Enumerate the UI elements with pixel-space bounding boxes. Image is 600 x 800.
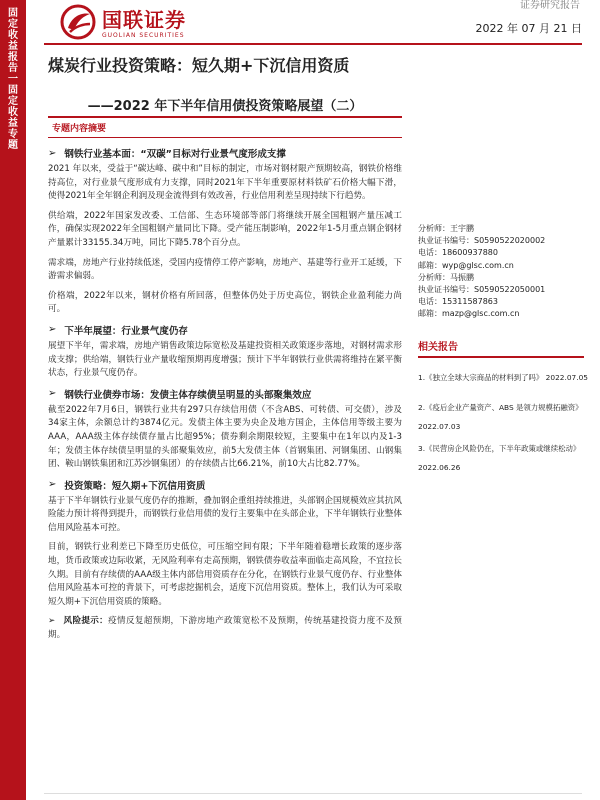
triangle-bullet-icon: ➢ (48, 616, 56, 627)
logo-mark-icon (60, 4, 96, 40)
analyst-line (418, 247, 588, 259)
section-heading (48, 323, 402, 337)
logo-text-cn: 国联证券 (102, 8, 186, 32)
related-report-date: 2022.07.05 (545, 373, 588, 382)
paragraph: 供给端，2022年国家发改委、工信部、生态环境部等部门将继续开展全国粗钢产量压减工作，确保实现2022年全国粗钢产量同比下降。受产能压制影响，2022年1-5月重点钢企钢材产量累计33155.34万吨，同比下降5.78个百分点。 (48, 210, 402, 248)
analyst-name: 王宇鹏 (450, 224, 474, 233)
report-type: 证券研究报告 (520, 0, 580, 11)
analyst-label: 分析师： (418, 272, 450, 282)
main-content (48, 116, 402, 649)
report-date: 2022 年 07 月 21 日 (475, 22, 582, 35)
triangle-bullet-icon: ➢ (48, 479, 57, 491)
section-heading-text: 投资策略：短久期+下沉信用资质 (64, 480, 206, 492)
section-heading (48, 478, 402, 492)
section-risk (48, 615, 402, 642)
page-title: 煤炭行业投资策略：短久期+下沉信用资质 (48, 56, 350, 75)
paragraph: 2021 年以来，受益于“碳达峰、碳中和”目标的制定，市场对钢材限产预期较高，钢铁价格维持高位，对行业景气度形成有力支撑，同时2021年下半年重要原材料铁矿石价格大幅下滑，使得2021年全年钢企利润及现金流得到有效改善，行业信用利差呈现持续下行趋势。 (48, 164, 402, 202)
section-bond-market (48, 387, 402, 472)
section-outlook (48, 323, 402, 381)
email-address: wyp@glsc.com.cn (442, 260, 514, 270)
sidebar-label: 固定收益报告一固定收益专题 (8, 8, 18, 151)
certificate-number: S0590522050001 (474, 285, 546, 295)
analyst-label: 执业证书编号： (418, 236, 474, 246)
triangle-bullet-icon: ➢ (48, 147, 57, 159)
email-address: mazp@glsc.com.cn (442, 309, 520, 319)
related-report-link[interactable] (418, 373, 588, 383)
section-heading-text: 钢铁行业债券市场：发债主体存续债呈明显的头部聚集效应 (64, 389, 312, 401)
phone-number: 18600937880 (442, 248, 498, 258)
phone-number: 15311587863 (442, 297, 498, 307)
triangle-bullet-icon: ➢ (48, 388, 57, 400)
analyst-label: 电话： (418, 297, 442, 307)
paragraph: 基于下半年钢铁行业景气度仍存的推断，叠加钢企重组持续推进，头部钢企国规模效应其抗风险能力预计将得到提升，而钢铁行业信用债的发行主要集中在头部企业，下半年钢铁行业整体信用风险基本可控。 (48, 495, 402, 533)
analyst-label: 执业证书编号： (418, 285, 474, 295)
analyst-line (418, 223, 588, 235)
related-report-date: 2022.06.26 (418, 463, 461, 472)
analyst-line (418, 260, 588, 272)
section-heading-text: 下半年展望：行业景气度仍存 (64, 325, 188, 337)
risk-text: 疫情反复超预期，下游房地产政策宽松不及预期，传统基建投资力度不及预期。 (48, 616, 402, 641)
analyst-line (418, 235, 588, 247)
related-report-title[interactable]: 2.《疫后企业产量资产、ABS 是领力规模拓融资》 (418, 403, 583, 412)
analyst-line (418, 296, 588, 308)
section-industry-fundamentals (48, 146, 402, 317)
analyst-line (418, 284, 588, 296)
section-heading (48, 146, 402, 160)
analyst-label: 邮箱： (418, 309, 442, 319)
analyst-name: 马振鹏 (450, 272, 474, 282)
header-divider (44, 43, 582, 45)
analyst-info (418, 223, 588, 321)
risk-paragraph (48, 615, 402, 642)
related-report-link[interactable] (418, 444, 588, 454)
analyst-label: 分析师： (418, 224, 450, 233)
company-logo (60, 2, 220, 44)
analyst-line (418, 272, 588, 284)
paragraph: 截至2022年7月6日，钢铁行业共有297只存续信用债（不含ABS、可转债、可交债），涉及34家主体，余额总计约3874亿元。发债主体主要为央企及地方国企，主体信用等级主要为AAA，AAA级主体存续债存量占比超95%；债券剩余期限较短，主要集中在1年以内及1-3年；发债主体存续债呈明显的头部聚集效应，前5大发债主体（首钢集团、河钢集团、山钢集团、鞍山钢铁集团和江苏沙钢集团）的存续债占比66.21%，前10大占比82.77%。 (48, 404, 402, 470)
related-report-title[interactable]: 1.《独立全球大宗商品的材料到了吗》 (418, 373, 544, 382)
footer-divider (44, 793, 582, 794)
section-heading (48, 387, 402, 401)
analyst-label: 电话： (418, 248, 442, 258)
abstract-label: 专题内容摘要 (48, 116, 402, 138)
related-report-link[interactable] (418, 403, 588, 413)
risk-label: 风险提示： (63, 616, 109, 627)
triangle-bullet-icon: ➢ (48, 324, 57, 336)
paragraph: 价格端，2022年以来，钢材价格有所回落，但整体仍处于历史高位，钢铁企业盈利能力尚可。 (48, 290, 402, 315)
paragraph: 目前，钢铁行业利差已下降至历史低位，可压缩空间有限；下半年随着稳增长政策的逐步落地，货币政策或边际收紧，无风险利率有走高预期，钢铁债券收益率面临走高风险，不宜拉长久期。目前有存续债的AAA级主体内部信用资质存在分化，在钢铁行业景气度仍存、行业整体信用风险基本可控的背景下，可考虑挖掘机会，适度下沉信用资质。整体上，我们认为可采取短久期+下沉信用资质的策略。 (48, 542, 402, 607)
analyst-line (418, 308, 588, 320)
section-heading-text: 钢铁行业基本面：“双碳”目标对行业景气度形成支撑 (64, 149, 286, 160)
paragraph: 需求端，房地产行业持续低迷，受国内疫情停工停产影响，房地产、基建等行业开工延缓，下游需求偏弱。 (48, 257, 402, 282)
certificate-number: S0590522020002 (474, 236, 546, 246)
logo-text-en: GUOLIAN SECURITIES (102, 32, 185, 39)
paragraph: 展望下半年，需求端，房地产销售政策边际宽松及基建投资相关政策逐步落地，对钢材需求形成支撑；供给端，钢铁行业产量收缩预期再度增强；预计下半年钢铁行业供需将维持在紧平衡状态，行业景气度仍存。 (48, 340, 402, 379)
related-reports-list (418, 373, 588, 485)
related-report-date: 2022.07.03 (418, 422, 461, 431)
section-strategy (48, 478, 402, 610)
page-subtitle: ——2022 年下半年信用债投资策略展望（二） (87, 99, 363, 114)
sidebar-banner (0, 0, 26, 800)
analyst-label: 邮箱： (418, 260, 442, 270)
related-reports-title: 相关报告 (418, 338, 584, 358)
related-report-title[interactable]: 3.《民营房企风险仍在，下半年政策或继续松动》 (418, 444, 581, 453)
